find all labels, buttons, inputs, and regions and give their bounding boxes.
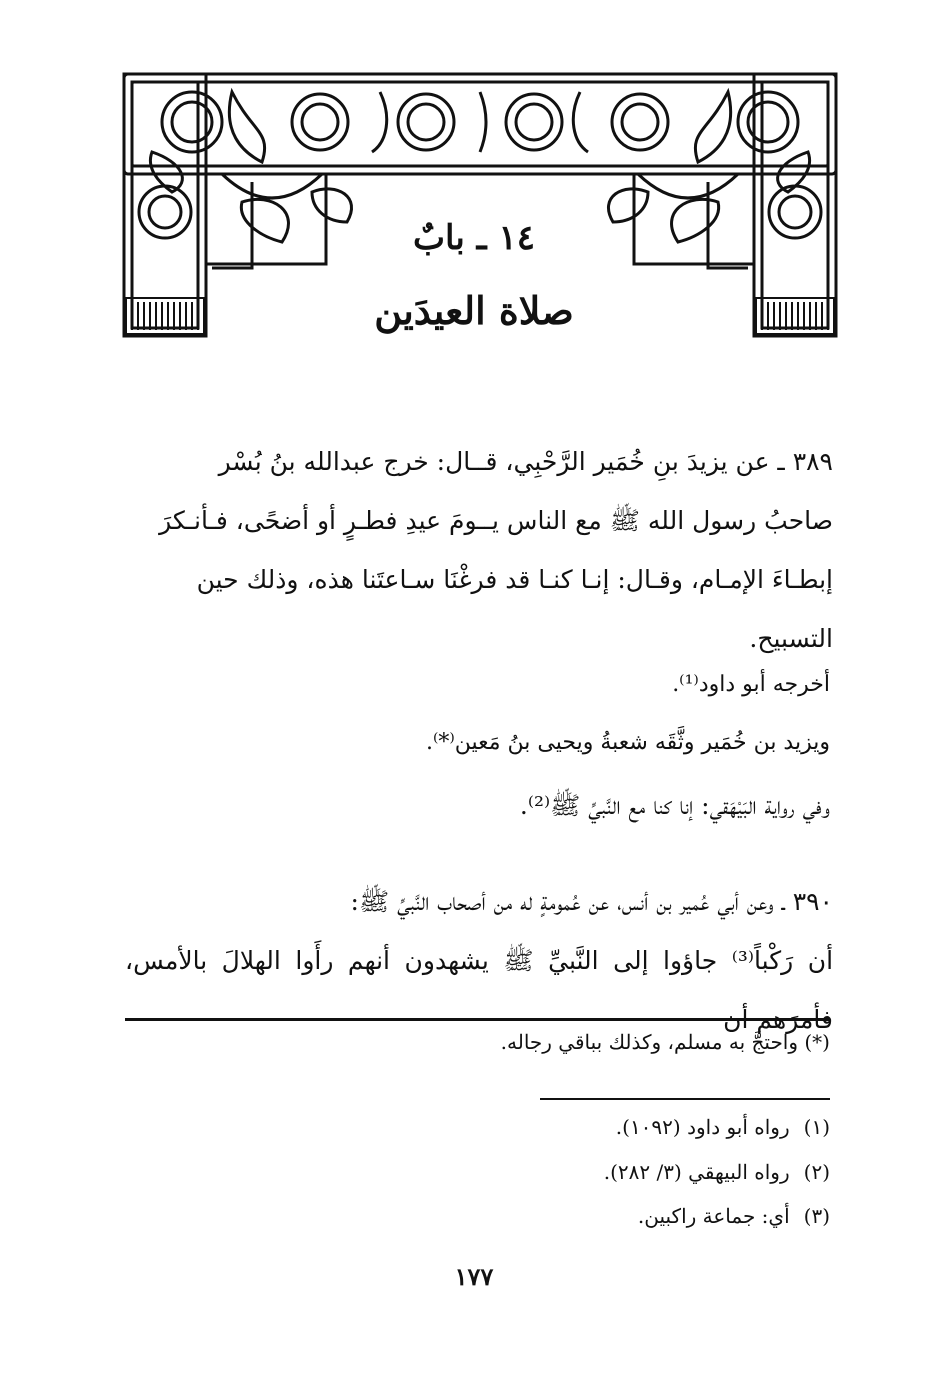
hadith-389-paragraph — [125, 432, 833, 668]
footnote-short-rule — [540, 1098, 830, 1100]
footnote-number: (٣) — [803, 1204, 830, 1228]
hadith-390-line: ٣٩٠ ـ وعن أبي عُمير بن أنس، عن عُمومةٍ له من أصحاب النَّبيِّ ﷺ: — [350, 887, 833, 916]
footnote-text: رواه البيهقي (٣/ ٢٨٢). — [603, 1160, 790, 1184]
hadith-389-line: ٣٨٩ ـ عن يزيدَ بنِ خُمَير الرَّحْبِي، قــال: خرج عبدالله بنُ بُسْر — [218, 447, 833, 476]
footnote-number: (١) — [803, 1115, 830, 1139]
hadith-389-line: إبطـاءَ الإمـام، وقـال: إنـا كنـا قد فرغْنَا سـاعتَنا هذه، وذلك حين — [196, 565, 833, 594]
footnote-number: (٢) — [803, 1160, 830, 1184]
hadith-390-line: أن رَكْباً⁽³⁾ جاؤوا إلى النَّبيِّ ﷺ يشهدون أنهم رأَوا الهلالَ بالأمس، فأمرَهم أن — [125, 946, 834, 1034]
footnote-separator-rule — [125, 1018, 830, 1021]
hadith-389-line: صاحبُ رسول الله ﷺ مع الناس يــومَ عيدِ فطـرٍ أو أضحًى، فـأنـكرَ — [159, 506, 833, 535]
footnote-text: أي: جماعة راكبين. — [637, 1204, 790, 1228]
hadith-390-paragraph — [125, 872, 833, 1049]
footnote-text: رواه أبو داود (١٠٩٢). — [615, 1115, 790, 1139]
star-footnote: (*) واحتجَّ به مسلم، وكذلك بباقي رجاله. — [500, 1030, 830, 1054]
note-yazid-trust: ويزيد بن خُمَير وثَّقَه شعبةُ ويحيى بنُ مَعين⁽*⁾. — [425, 730, 830, 755]
footnote-1 — [616, 1115, 830, 1139]
note-bayhaqi: وفي رواية البَيْهَقي: إنا كنا مع النَّبيِّ ﷺ⁽²⁾. — [519, 791, 830, 820]
footnote-3 — [638, 1204, 830, 1228]
chapter-title: صلاة العيدَين — [374, 288, 574, 333]
chapter-number: ١٤ ـ بابٌ — [413, 218, 535, 258]
note-abu-dawud: أخرجه أبو داود⁽¹⁾. — [672, 672, 830, 697]
hadith-389-line: التسبيح. — [749, 624, 833, 653]
footnote-2 — [604, 1160, 830, 1184]
page-number: ١٧٧ — [454, 1262, 494, 1291]
